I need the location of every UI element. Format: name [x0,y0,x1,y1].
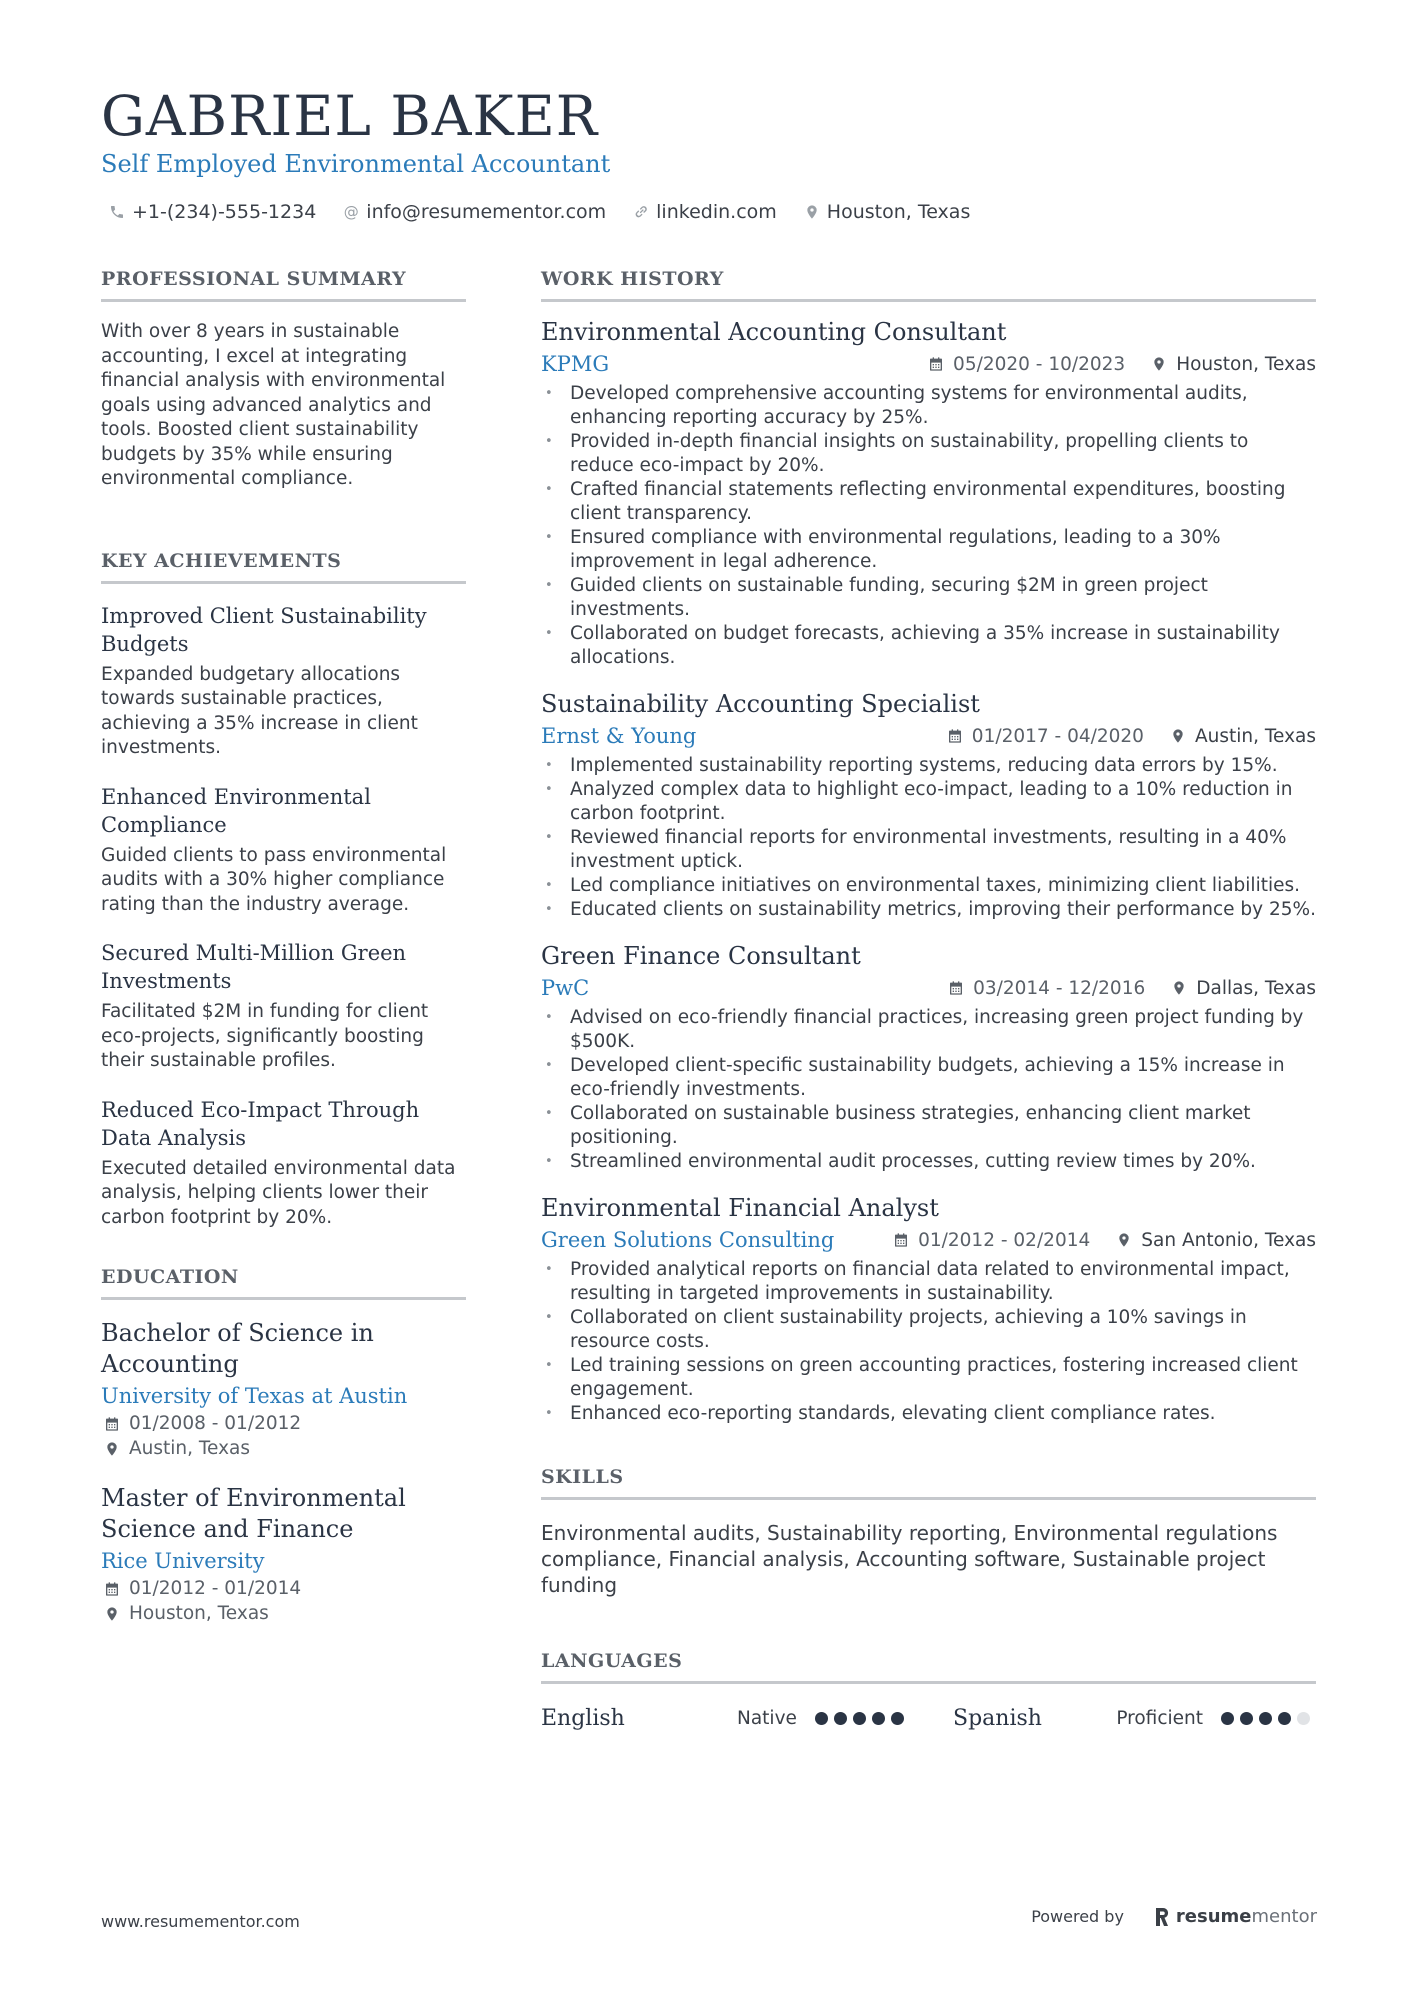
job-location-text: San Antonio, Texas [1141,1229,1316,1251]
job-company: Ernst & Young [541,724,697,748]
job-bullet: • Provided analytical reports on financial data related to environmental impact, resulting in targeted improvements in sustainability. [541,1258,1316,1306]
achievement-title: Secured Multi-Million Green Investments [101,941,407,993]
education-degree: Master of Environmental Science and Finance [101,1484,406,1543]
job-title: Green Finance Consultant [541,942,861,970]
summary-section [101,268,466,492]
job-bullets [541,1006,1316,1174]
job-dates-text: 05/2020 - 10/2023 [953,353,1126,375]
rating-dot-filled [872,1712,885,1725]
job-bullet: • Streamlined environmental audit processes, cutting review times by 20%. [541,1150,1316,1174]
map-pin-icon [1170,728,1186,744]
map-pin-icon [1116,1232,1132,1248]
language-name: English [541,1705,625,1731]
rating-dot-filled [815,1712,828,1725]
education-item [101,1483,466,1626]
footer-branding [1031,1906,1317,1927]
job-dates-text: 01/2017 - 04/2020 [971,725,1144,747]
language-level: Proficient [1116,1707,1203,1729]
calendar-icon [928,356,944,372]
job-title: Environmental Financial Analyst [541,1194,939,1222]
brand-name-light: mentor [1251,1906,1317,1927]
rating-dot-filled [891,1712,904,1725]
left-column [101,268,466,1648]
job-item [541,316,1316,670]
job-meta [947,726,1316,747]
footer-website[interactable]: www.resumementor.com [101,1912,300,1931]
achievements-section [101,550,466,1231]
work-section [541,268,1316,1426]
job-bullet: • Educated clients on sustainability metrics, improving their performance by 25%. [541,898,1316,922]
achievement-title: Enhanced Environmental Compliance [101,784,371,837]
contact-linkedin [632,201,777,223]
job-bullet: • Reviewed financial reports for environmental investments, resulting in a 40% investment uptick. [541,826,1316,874]
languages-list [541,1698,1316,1738]
job-location [1170,726,1316,747]
job-meta [948,978,1316,999]
languages-heading: LANGUAGES [541,1650,1316,1684]
job-bullets [541,1258,1316,1426]
map-pin-icon [1171,980,1187,996]
map-pin-icon [803,203,821,221]
achievement-desc: Facilitated $2M in funding for client eco-projects, significantly boosting their sustainable profiles. [101,1001,429,1071]
achievement-title: Reduced Eco-Impact Through Data Analysis [101,1097,420,1150]
language-item [541,1706,953,1731]
brand-name-bold: resume [1175,1906,1252,1927]
rating-dot-filled [1221,1712,1234,1725]
job-bullet: • Advised on eco-friendly financial practices, increasing green project funding by $500K. [541,1006,1316,1054]
email-text[interactable]: info@resumementor.com [366,201,607,223]
achievements-heading: KEY ACHIEVEMENTS [101,550,466,584]
summary-text: With over 8 years in sustainable accounting, I excel at integrating financial analysis with environmental goals using advanced analytics and tools. Boosted client sustainability budgets by 35% while ensuring environmental compliance. [101,321,446,489]
job-bullets [541,382,1316,670]
job-dates [948,978,1145,999]
education-dates [101,1412,466,1437]
job-company: PwC [541,976,590,1000]
phone-icon [108,203,126,221]
brand-logo[interactable] [1154,1906,1317,1927]
job-bullet: • Guided clients on sustainable funding, securing $2M in green project investments. [541,574,1316,622]
job-subheader [541,972,1316,1004]
education-location-text: Austin, Texas [129,1437,251,1459]
language-level: Native [737,1707,797,1729]
education-location [101,1437,466,1462]
summary-heading: PROFESSIONAL SUMMARY [101,268,466,302]
at-icon: @ [343,203,359,221]
rating-dot-empty [1297,1712,1310,1725]
contact-email [342,201,606,223]
education-location-text: Houston, Texas [129,1602,269,1624]
work-heading: WORK HISTORY [541,268,1316,302]
education-dates-text: 01/2012 - 01/2014 [129,1578,302,1599]
job-meta [893,1230,1316,1251]
job-bullet: • Ensured compliance with environmental regulations, leading to a 30% improvement in legal adherence. [541,526,1316,574]
job-location-text: Austin, Texas [1194,725,1316,747]
map-pin-icon [104,1606,120,1622]
job-location [1151,354,1316,375]
job-subheader [541,348,1316,380]
job-location-text: Houston, Texas [1176,353,1316,375]
skills-text: Environmental audits, Sustainability reporting, Environmental regulations compliance, Financial analysis, Accounting software, Sustainable project funding [541,1521,1278,1597]
job-bullet: • Implemented sustainability reporting systems, reducing data errors by 15%. [541,754,1316,778]
job-subheader [541,1224,1316,1256]
education-location [101,1602,466,1627]
education-item [101,1318,466,1461]
rating-dot-filled [853,1712,866,1725]
map-pin-icon [1151,356,1167,372]
job-meta [928,354,1316,375]
language-rating [815,1712,910,1725]
candidate-name: GABRIEL BAKER [101,84,599,148]
job-item [541,688,1316,922]
rating-dot-filled [834,1712,847,1725]
achievement-item [101,1096,466,1231]
education-heading: EDUCATION [101,1266,466,1300]
calendar-icon [947,728,963,744]
achievement-item [101,783,466,918]
link-icon [632,203,650,221]
skills-section [541,1466,1316,1598]
job-bullets [541,754,1316,922]
job-bullet: • Developed client-specific sustainability budgets, achieving a 15% increase in eco-friendly investments. [541,1054,1316,1102]
job-dates-text: 03/2014 - 12/2016 [973,977,1146,999]
job-title: Environmental Accounting Consultant [541,318,1007,346]
contact-location [803,201,971,223]
location-text: Houston, Texas [826,201,971,223]
job-title: Sustainability Accounting Specialist [541,690,980,718]
job-bullet: • Developed comprehensive accounting systems for environmental audits, enhancing reporting accuracy by 25%. [541,382,1316,430]
job-dates [893,1230,1090,1251]
achievement-desc: Executed detailed environmental data analysis, helping clients lower their carbon footprint by 20%. [101,1157,456,1228]
job-dates [947,726,1144,747]
job-bullet: • Collaborated on budget forecasts, achieving a 35% increase in sustainability allocations. [541,622,1316,670]
calendar-icon [948,980,964,996]
rating-dot-filled [1259,1712,1272,1725]
job-bullet: • Collaborated on client sustainability projects, achieving a 10% savings in resource costs. [541,1306,1316,1354]
job-item [541,1192,1316,1426]
achievement-item [101,939,466,1074]
powered-by-label: Powered by [1031,1907,1124,1926]
calendar-icon [104,1581,120,1597]
language-name: Spanish [953,1705,1042,1731]
job-bullet: • Enhanced eco-reporting standards, elevating client compliance rates. [541,1402,1316,1426]
job-location-text: Dallas, Texas [1196,977,1316,999]
achievement-desc: Guided clients to pass environmental audits with a 30% higher compliance rating than the industry average. [101,844,447,915]
job-bullet: • Analyzed complex data to highlight eco-impact, leading to a 10% reduction in carbon footprint. [541,778,1316,826]
education-degree: Bachelor of Science in Accounting [101,1319,374,1378]
contact-phone [108,201,316,223]
linkedin-text[interactable]: linkedin.com [656,201,777,223]
job-subheader [541,720,1316,752]
candidate-title: Self Employed Environmental Accountant [101,150,611,178]
languages-section [541,1650,1316,1738]
education-dates [101,1577,466,1602]
resumementor-logo-icon [1154,1907,1170,1927]
job-location [1171,978,1316,999]
rating-dot-filled [1240,1712,1253,1725]
job-dates [928,354,1125,375]
rating-dot-filled [1278,1712,1291,1725]
language-item [953,1706,1316,1731]
education-school: University of Texas at Austin [101,1384,408,1408]
job-bullet: • Led training sessions on green accounting practices, fostering increased client engagement. [541,1354,1316,1402]
calendar-icon [104,1416,120,1432]
education-dates-text: 01/2008 - 01/2012 [129,1413,302,1434]
job-bullet: • Crafted financial statements reflecting environmental expenditures, boosting client transparency. [541,478,1316,526]
job-bullet: • Provided in-depth financial insights on sustainability, propelling clients to reduce eco-impact by 20%. [541,430,1316,478]
contact-bar [108,201,996,223]
job-item [541,940,1316,1174]
achievement-item [101,602,466,761]
job-company: Green Solutions Consulting [541,1228,835,1252]
job-company: KPMG [541,352,610,376]
achievement-title: Improved Client Sustainability Budgets [101,603,427,656]
job-bullet: • Led compliance initiatives on environmental taxes, minimizing client liabilities. [541,874,1316,898]
language-rating [1221,1712,1316,1725]
education-school: Rice University [101,1549,265,1573]
job-location [1116,1230,1316,1251]
job-bullet: • Collaborated on sustainable business strategies, enhancing client market positioning. [541,1102,1316,1150]
map-pin-icon [104,1441,120,1457]
calendar-icon [893,1232,909,1248]
phone-text[interactable]: +1-(234)-555-1234 [132,201,317,223]
skills-heading: SKILLS [541,1466,1316,1500]
job-dates-text: 01/2012 - 02/2014 [918,1229,1091,1251]
education-section [101,1266,466,1626]
achievement-desc: Expanded budgetary allocations towards sustainable practices, achieving a 35% increase in client investments. [101,663,418,758]
right-column [541,268,1316,1738]
